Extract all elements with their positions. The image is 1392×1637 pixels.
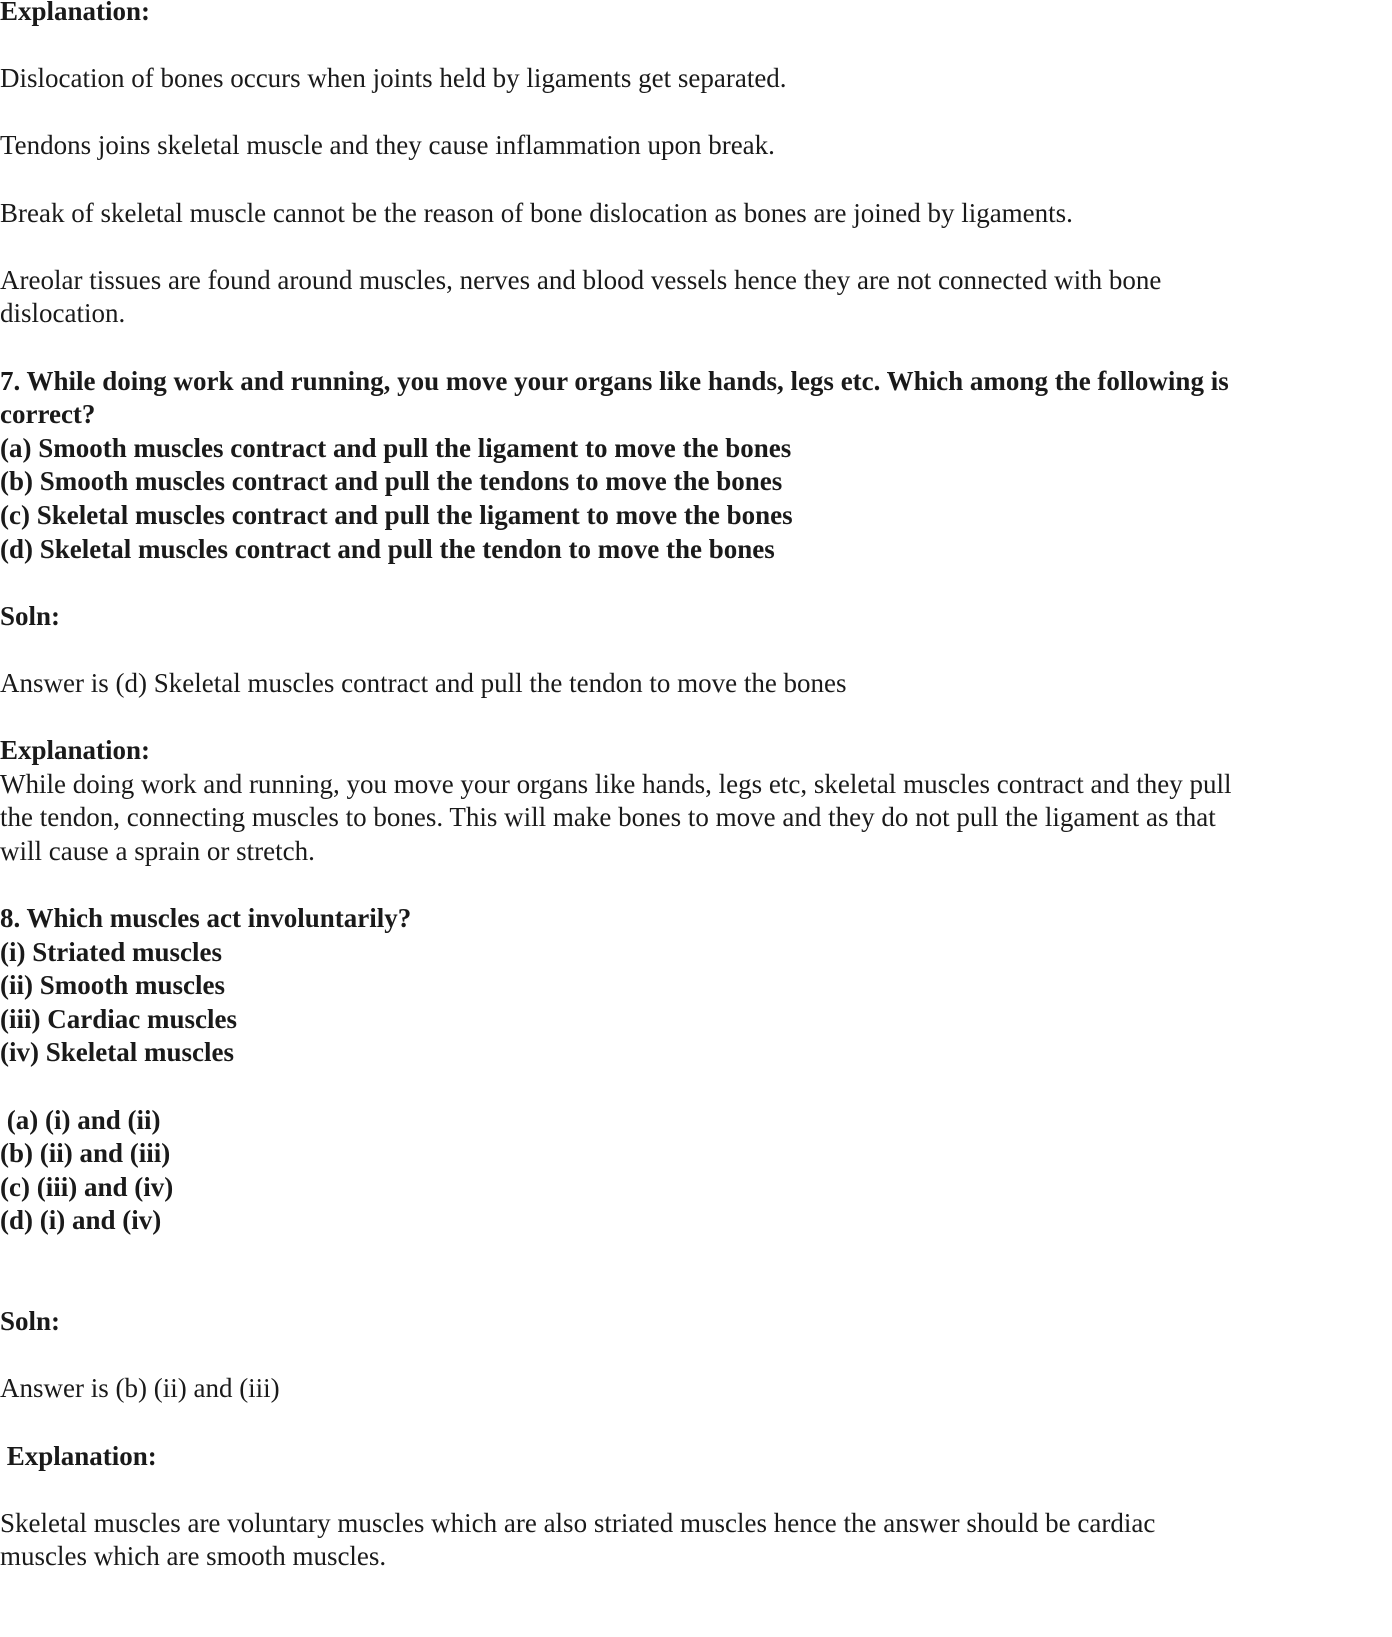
explanation-paragraph: dislocation. (0, 298, 126, 329)
q8-option-c: (c) (iii) and (iv) (0, 1171, 174, 1202)
question-7: 7. While doing work and running, you move your organs like hands, legs etc. Which among the following is (0, 365, 1229, 396)
explanation-paragraph: Tendons joins skeletal muscle and they cause inflammation upon break. (0, 130, 775, 161)
q8-item: (iv) Skeletal muscles (0, 1037, 234, 1068)
q7-explanation: While doing work and running, you move your organs like hands, legs etc, skeletal muscles contract and they pull (0, 768, 1232, 799)
explanation-heading: Explanation: (0, 0, 151, 26)
q8-answer: Answer is (b) (ii) and (iii) (0, 1373, 280, 1404)
q7-option-a: (a) Smooth muscles contract and pull the ligament to move the bones (0, 432, 792, 463)
q7-option-d: (d) Skeletal muscles contract and pull the tendon to move the bones (0, 533, 775, 564)
q8-soln-label: Soln: (0, 1306, 61, 1337)
question-8: 8. Which muscles act involuntarily? (0, 903, 412, 934)
q8-item: (i) Striated muscles (0, 936, 222, 967)
q8-explanation-heading: Explanation: (0, 1440, 157, 1471)
explanation-paragraph: Areolar tissues are found around muscles, nerves and blood vessels hence they are not connected with bone (0, 264, 1162, 295)
q7-explanation: will cause a sprain or stretch. (0, 835, 315, 866)
explanation-paragraph: Dislocation of bones occurs when joints held by ligaments get separated. (0, 63, 787, 94)
q8-item: (ii) Smooth muscles (0, 970, 225, 1001)
q7-explanation-heading: Explanation: (0, 735, 151, 766)
q8-option-d: (d) (i) and (iv) (0, 1205, 162, 1236)
q7-option-b: (b) Smooth muscles contract and pull the tendons to move the bones (0, 466, 783, 497)
q7-explanation: the tendon, connecting muscles to bones. This will make bones to move and they do not pull the ligament as that (0, 802, 1216, 833)
q8-item: (iii) Cardiac muscles (0, 1003, 237, 1034)
question-7: correct? (0, 399, 96, 430)
q8-explanation: Skeletal muscles are voluntary muscles which are also striated muscles hence the answer should be cardiac (0, 1507, 1156, 1538)
explanation-paragraph: Break of skeletal muscle cannot be the reason of bone dislocation as bones are joined by ligaments. (0, 197, 1073, 228)
q8-option-a: (a) (i) and (ii) (0, 1104, 161, 1135)
q7-option-c: (c) Skeletal muscles contract and pull the ligament to move the bones (0, 499, 793, 530)
q7-soln-label: Soln: (0, 600, 61, 631)
q8-option-b: (b) (ii) and (iii) (0, 1138, 171, 1169)
q7-answer: Answer is (d) Skeletal muscles contract and pull the tendon to move the bones (0, 667, 847, 698)
q8-explanation: muscles which are smooth muscles. (0, 1541, 387, 1572)
